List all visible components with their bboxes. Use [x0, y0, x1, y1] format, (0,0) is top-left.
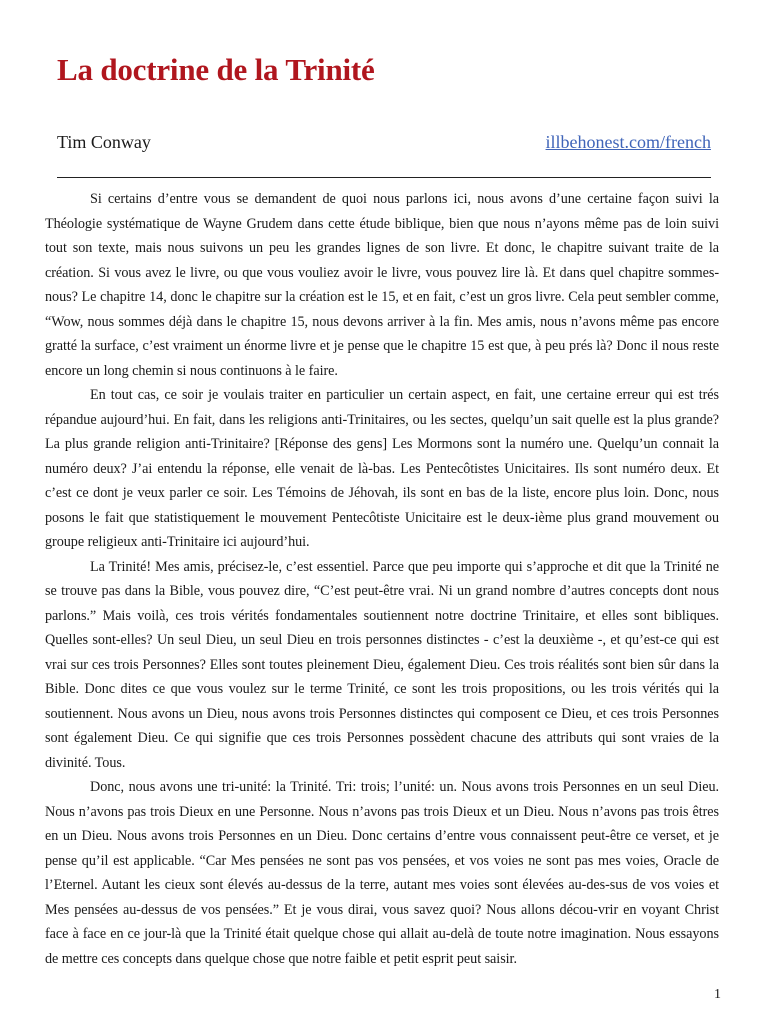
author-name: Tim Conway: [57, 132, 151, 152]
paragraph: Si certains d’entre vous se demandent de quoi nous parlons ici, nous avons d’une certaine façon suivi la Théologie systématique de Wayne Grudem dans cette étude biblique, bien que nous n’ayons même pas de loin suivi tout son texte, mais nous suivons un peu les grandes lignes de son livre. Et donc, le chapitre suivant traite de la création. Si vous avez le livre, ou que vous vouliez avoir le livre, vous pouvez lire là. Et dans quel chapitre sommes-nous? Le chapitre 14, donc le chapitre sur la création est le 15, et en fait, c’est un gros livre. Cela peut sembler comme, “Wow, nous sommes déjà dans le chapitre 15, nous devons arriver à la fin. Mes amis, nous n’avons même pas encore gratté la surface, c’est vraiment un énorme livre et je pense que le chapitre 15 est que, à peu prés là? Donc il nous reste encore un long chemin si nous continuons à le faire.: [45, 191, 719, 379]
header-divider: [57, 177, 711, 178]
page-title: La doctrine de la Trinité: [57, 52, 375, 87]
paragraph: La Trinité! Mes amis, précisez-le, c’est essentiel. Parce que peu importe qui s’approche et dit que la Trinité ne se trouve pas dans la Bible, vous pouvez dire, “C’est peut-être vrai. Ni un grand nombre d’autres concepts dont nous parlons.” Mais voilà, ces trois vérités fondamentales soutiennent notre doctrine Trinitaire, et elles sont bibliques. Quelles sont-elles? Un seul Dieu, un seul Dieu en trois personnes distinctes - c’est la deuxième -, et qu’est-ce qui est vrai sur ces trois Personnes? Elles sont toutes pleinement Dieu, également Dieu. Ces trois réalités sont bien sûr dans la Bible. Donc dites ce que vous voulez sur le terme Trinité, ce sont les trois propositions, ou les trois vérités qui la soutiennent. Nous avons un Dieu, nous avons trois Personnes distinctes qui composent ce Dieu, et ces trois Personnes sont également Dieu. Ce qui signifie que ces trois Personnes possèdent chacune des attributs qui sont vraies de la divinité. Tous.: [45, 558, 719, 771]
paragraph: En tout cas, ce soir je voulais traiter en particulier un certain aspect, en fait, une certaine erreur qui est trés répandue aujourd’hui. En fait, dans les religions anti-Trinitaires, ou les sectes, quelqu’un sait quelle est la plus grande? La plus grande religion anti-Trinitaire? [Réponse des gens] Les Mormons sont la numéro une. Quelqu’un connait la numéro deux? J’ai entendu la réponse, elle venait de là-bas. Les Pentecôtistes Unicitaires. Ils sont numéro deux. Et c’est ce dont je veux parler ce soir. Les Témoins de Jéhovah, ils sont en bas de la liste, encore plus loin. Donc, nous posons le fait que statistiquement le mouvement Pentecôtiste Unicitaire est le deux-ième plus grand mouvement ou groupe religieux anti-Trinitaire ici aujourd’hui.: [45, 387, 719, 550]
page-number: 1: [714, 987, 721, 1002]
article-body: [45, 187, 719, 971]
website-link[interactable]: illbehonest.com/french: [545, 132, 711, 152]
paragraph: Donc, nous avons une tri-unité: la Trinité. Tri: trois; l’unité: un. Nous avons trois Personnes en un seul Dieu. Nous n’avons pas trois Dieux en une Personne. Nous n’avons pas trois Dieux et un Dieu. Nous n’avons pas trois êtres en un Dieu. Nous avons trois Personnes en un Dieu. Donc certains d’entre vous connaissent peut-être ce verset, et je pense qu’il est applicable. “Car Mes pensées ne sont pas vos pensées, et vos voies ne sont pas mes voies, Oracle de l’Eternel. Autant les cieux sont élevés au-dessus de la terre, autant mes voies sont élevées au-des-sus de vos voies et Mes pensées au-dessus de vos pensées.” Et je vous dirai, vous savez quoi? Nous allons décou-vrir en voyant Christ face à face en ce jour-là que la Trinité était quelque chose qui allait au-delà de toute notre imagination. Nous essayons de mettre ces concepts dans quelque chose que notre faible et petit esprit peut saisir.: [45, 779, 719, 967]
